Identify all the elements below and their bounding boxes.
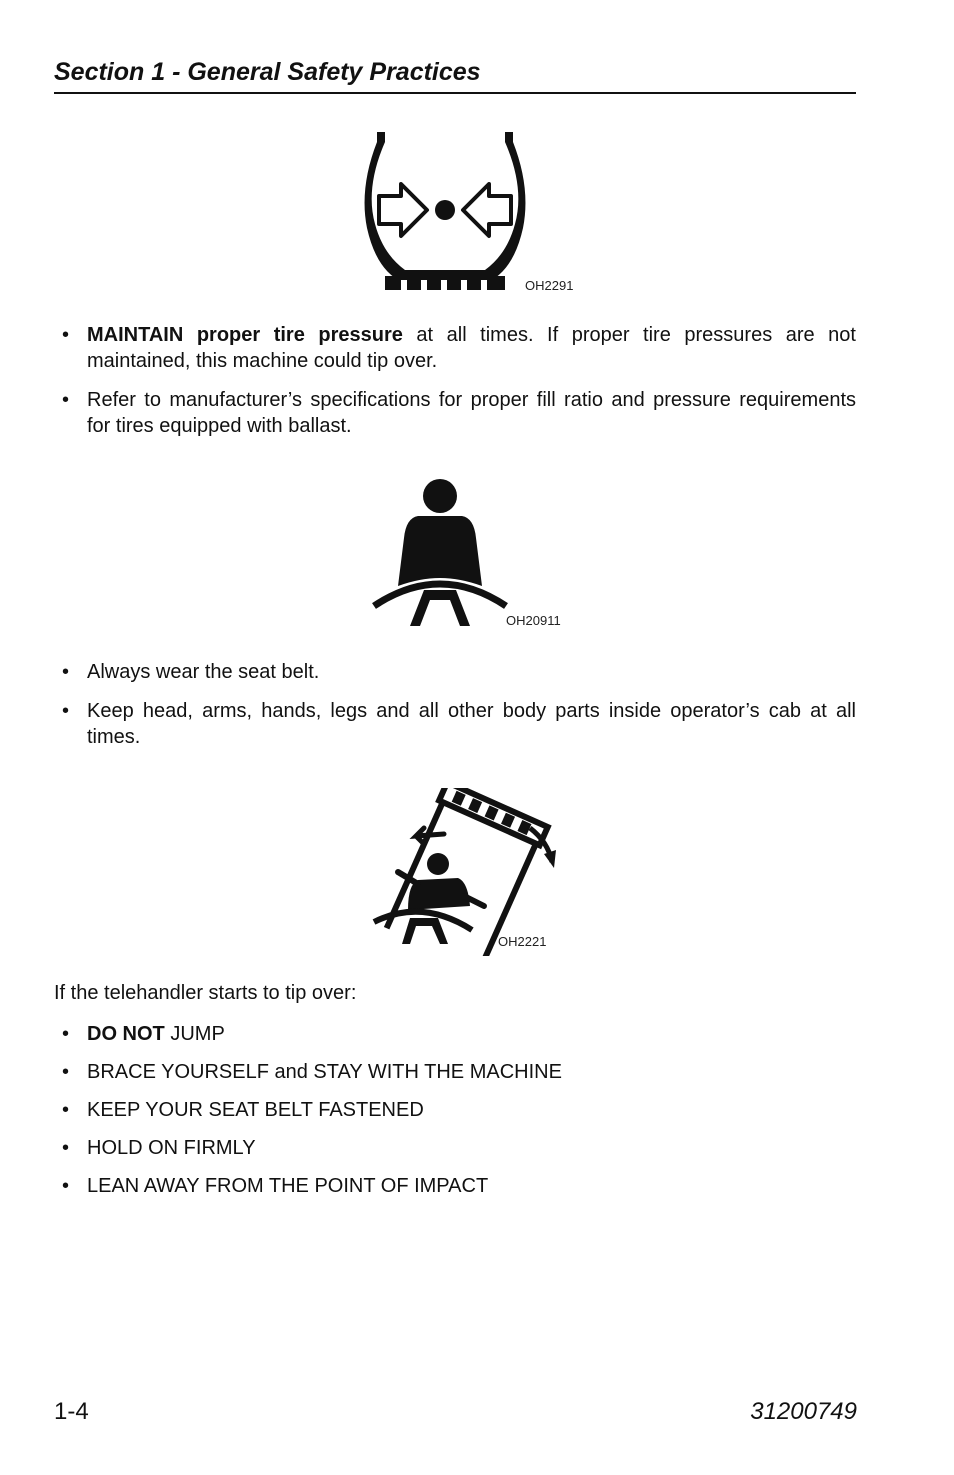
list-item: • DO NOT JUMP: [54, 1021, 856, 1047]
page-number: 1-4: [54, 1398, 89, 1425]
list-item: • Refer to manufacturer’s specifications for proper fill ratio and pressure requirements for tires equipped with ballast.: [54, 387, 856, 439]
seatbelt-bullet-list: [54, 659, 856, 763]
section-header: [54, 56, 856, 94]
figure-code: OH20911: [506, 613, 561, 628]
figure-code: OH2221: [498, 934, 547, 949]
tire-bullet-list: [54, 322, 856, 452]
list-item: • LEAN AWAY FROM THE POINT OF IMPACT: [54, 1173, 856, 1199]
tire-pressure-icon: [355, 128, 535, 298]
section-title: Section 1 - General Safety Practices: [54, 58, 481, 86]
seatbelt-icon: [370, 478, 510, 628]
tipover-intro: If the telehandler starts to tip over:: [54, 982, 357, 1004]
list-item: • MAINTAIN proper tire pressure at all times. If proper tire pressures are not maintained, this machine could tip over.: [54, 322, 856, 374]
list-item: • Always wear the seat belt.: [54, 659, 856, 685]
tipover-icon: [352, 788, 562, 956]
tipover-figure: [352, 788, 572, 956]
seatbelt-figure: [370, 478, 590, 630]
figure-code: OH2291: [525, 278, 574, 293]
list-item: • Keep head, arms, hands, legs and all other body parts inside operator’s cab at all times.: [54, 698, 856, 750]
list-item: • BRACE YOURSELF and STAY WITH THE MACHINE: [54, 1059, 856, 1085]
tipover-bullet-list: [54, 1021, 856, 1211]
document-number: 31200749: [750, 1398, 857, 1425]
list-item: • KEEP YOUR SEAT BELT FASTENED: [54, 1097, 856, 1123]
list-item: • HOLD ON FIRMLY: [54, 1135, 856, 1161]
tire-pressure-figure: [355, 128, 595, 298]
